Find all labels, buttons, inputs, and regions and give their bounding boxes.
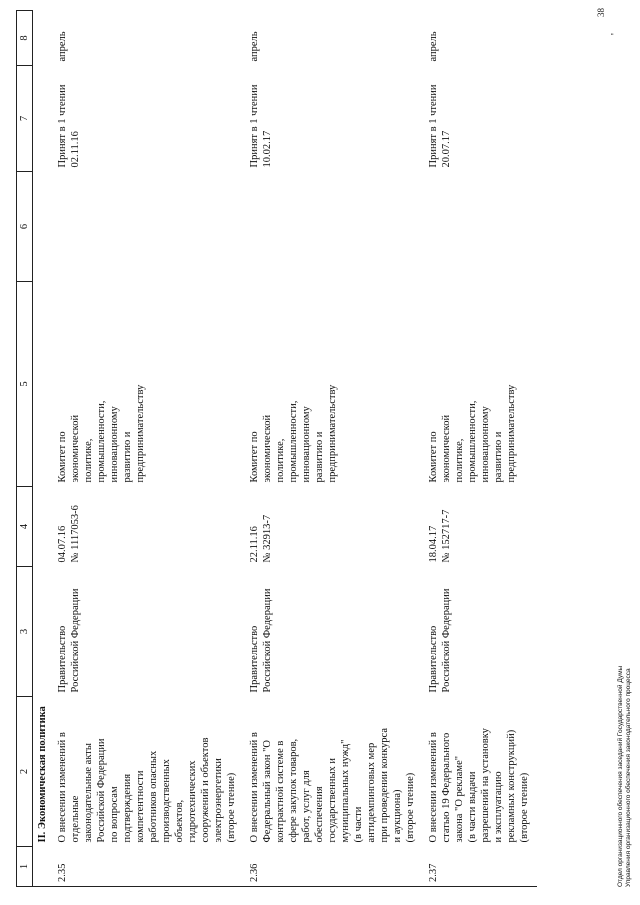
bill-author: Правительство Российской Федерации — [57, 588, 81, 693]
column-header: 6 — [17, 172, 33, 282]
table-row — [244, 11, 423, 887]
bill-date-number: 04.07.16 № 1117053-6 — [57, 505, 81, 563]
column-header: 1 — [17, 847, 33, 887]
section-title: II. Экономическая политика — [37, 706, 48, 843]
bill-month: апрель — [57, 31, 68, 62]
column-header: 2 — [17, 697, 33, 847]
bill-col6 — [244, 172, 423, 282]
bill-stage: Принят в 1 чтении 20.07.17 — [428, 84, 452, 168]
bill-title: О внесении изменений в отдельные законодательные акты Российской Федерации по вопросам подтверждения компетентности работников опасных производственных объектов, гидротехнических сооружений и объектов электроэнергетики (второе чтение) — [57, 732, 237, 843]
page-number: 38 — [596, 8, 606, 17]
column-header: 5 — [17, 282, 33, 487]
bill-title: О внесении изменений в Федеральный закон "О контрактной системе в сфере закупок товаров, работ, услуг для обеспечения государственных и муниципальных нужд" (в части антидемпинговых мер при проведении конкурса и аукциона) (второе чтение) — [249, 728, 416, 843]
bill-month: апрель — [249, 31, 260, 62]
bill-col6 — [52, 172, 244, 282]
footer-line: Управления организационного обеспечения законодательного процесса — [625, 668, 632, 887]
column-header: 3 — [17, 567, 33, 697]
bill-stage: Принят в 1 чтении 10.02.17 — [249, 84, 273, 168]
row-number: 2.36 — [244, 847, 423, 887]
bill-committee: Комитет по экономической политике, промышленности, инновационному развитию и предпринимательству — [249, 384, 338, 483]
section-row — [33, 11, 53, 887]
table-row — [52, 11, 244, 887]
column-header: 4 — [17, 487, 33, 567]
bill-stage: Принят в 1 чтении 02.11.16 — [57, 84, 81, 168]
bill-month: апрель — [428, 31, 439, 62]
bill-date-number: 18.04.17 № 152717-7 — [428, 509, 452, 563]
bill-committee: Комитет по экономической политике, промышленности, инновационному развитию и предпринимательству — [57, 384, 146, 483]
bill-col6 — [423, 172, 537, 282]
row-number: 2.37 — [423, 847, 537, 887]
footer-line: Отдел организационного обеспечения заседаний Государственной Думы — [617, 665, 624, 887]
page-footer — [617, 666, 633, 887]
column-number-row — [17, 11, 33, 887]
bill-author: Правительство Российской Федерации — [249, 588, 273, 693]
row-number: 2.35 — [52, 847, 244, 887]
table-row — [423, 11, 537, 887]
bill-date-number: 22.11.16 № 32913-7 — [249, 514, 273, 563]
plan-table-frame — [16, 11, 624, 887]
bill-committee: Комитет по экономической политике, промышленности, инновационному развитию и предпринимательству — [428, 384, 517, 483]
corner-mark: ' — [610, 33, 621, 35]
legislative-plan-table — [16, 10, 537, 887]
bill-title: О внесении изменений в статью 19 Федерального закона "О рекламе" (в части выдачи разрешений на установку и эксплуатацию рекламных конструкций) (второе чтение) — [428, 728, 530, 843]
column-header: 7 — [17, 66, 33, 172]
bill-author: Правительство Российской Федерации — [428, 588, 452, 693]
column-header: 8 — [17, 11, 33, 66]
